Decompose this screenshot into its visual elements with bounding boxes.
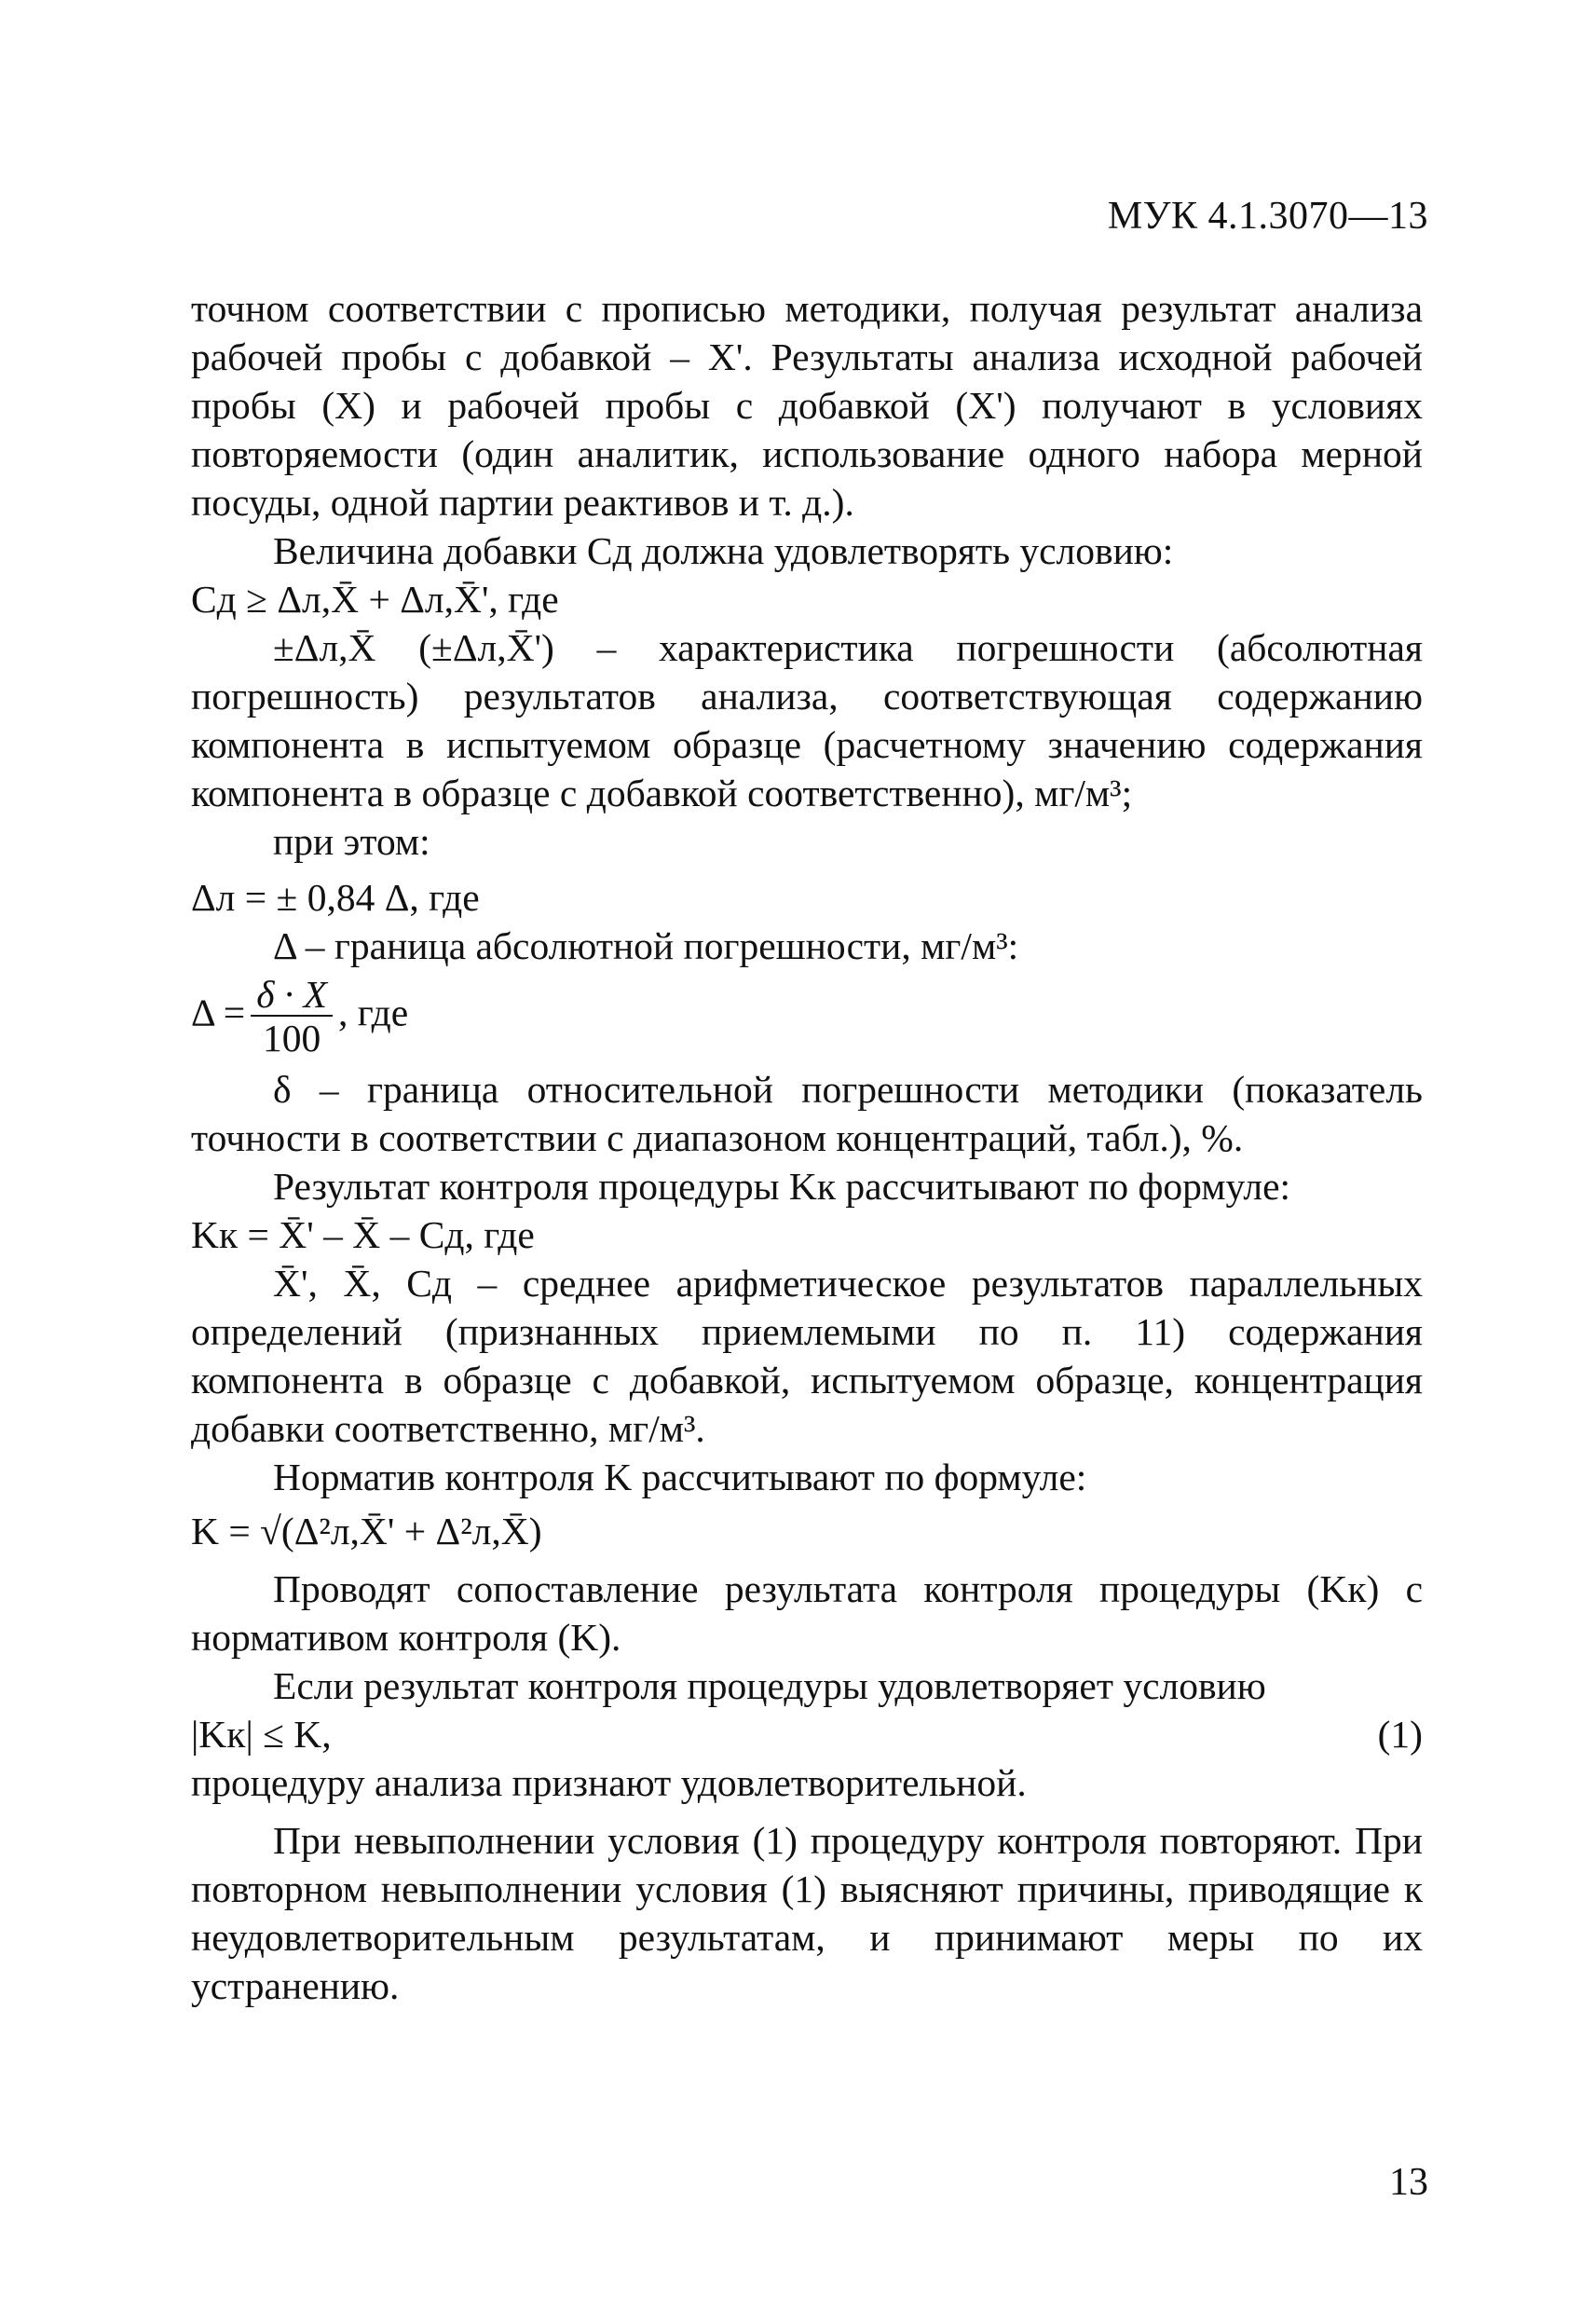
equation-number: (1) [1377, 1713, 1423, 1756]
equation-control-result: Kк = X̄' – X̄ – Cд, где [191, 1213, 535, 1256]
equation-delta-tail: , где [337, 991, 409, 1034]
paragraph-13: При невыполнении условия (1) процедуру контроля повторяют. При повторном невыполнении условия (1) выясняют причины, приводящие к неудовлетворительным результатам, и принимают меры по их устранению. [191, 1819, 1423, 2007]
equation-delta-lhs: Δ = [191, 991, 246, 1034]
fraction-numerator: δ · X [251, 974, 333, 1017]
equation-1 [191, 1710, 1423, 1758]
fraction-denominator: 100 [262, 1017, 321, 1060]
paragraph-1: точном соответствии с прописью методики, получая результат анализа рабочей пробы с добавкой – X'. Результаты анализа исходной рабочей пробы (X) и рабочей пробы с добавкой (X') получают в условиях повторяемости (один аналитик, использование одного набора мерной посуды, одной партии реактивов и т. д.). [191, 287, 1423, 524]
paragraph-9: Норматив контроля K рассчитывают по формуле: [273, 1456, 1087, 1498]
equation-1-body: |Kк| ≤ K, [191, 1713, 332, 1756]
paragraph-6: δ – граница относительной погрешности методики (показатель точности в соответствии с диапазоном концентраций, табл.), %. [191, 1068, 1423, 1159]
equation-addition-condition: Cд ≥ Δл,X̄ + Δл,X̄', где [191, 578, 559, 621]
document-body [191, 284, 1423, 2010]
paragraph-3: ±Δл,X̄ (±Δл,X̄') – характеристика погрешности (абсолютная погрешность) результатов анализа, соответствующая содержанию компонента в испытуемом образце (расчетному значению содержания компонента в образце с добавкой соответственно), мг/м³; [191, 626, 1423, 814]
paragraph-2: Величина добавки Cд должна удовлетворять условию: [273, 529, 1174, 572]
equation-control-norm: K = √(Δ²л,X̄' + Δ²л,X̄) [191, 1510, 542, 1552]
paragraph-4: при этом: [273, 820, 430, 863]
paragraph-11: Если результат контроля процедуры удовлетворяет условию [273, 1664, 1266, 1707]
paragraph-8: X̄', X̄, Cд – среднее арифметическое результатов параллельных определений (признанных приемлемыми по п. 11) содержания компонента в образце с добавкой, испытуемом образце, концентрация добавки соответственно, мг/м³. [191, 1262, 1423, 1450]
equation-delta-fraction [251, 974, 333, 1060]
equation-delta [191, 974, 1423, 1060]
page-number: 13 [1389, 2161, 1428, 2204]
paragraph-12: процедуру анализа признают удовлетворительной. [191, 1761, 1027, 1804]
paragraph-10: Проводят сопоставление результата контроля процедуры (Kк) с нормативом контроля (K). [191, 1567, 1423, 1659]
document-code-header: МУК 4.1.3070—13 [1107, 195, 1428, 238]
paragraph-7: Результат контроля процедуры Kк рассчитывают по формуле: [273, 1165, 1291, 1208]
paragraph-5: Δ – граница абсолютной погрешности, мг/м³: [273, 924, 1019, 967]
equation-delta-l: Δл = ± 0,84 Δ, где [191, 876, 480, 919]
